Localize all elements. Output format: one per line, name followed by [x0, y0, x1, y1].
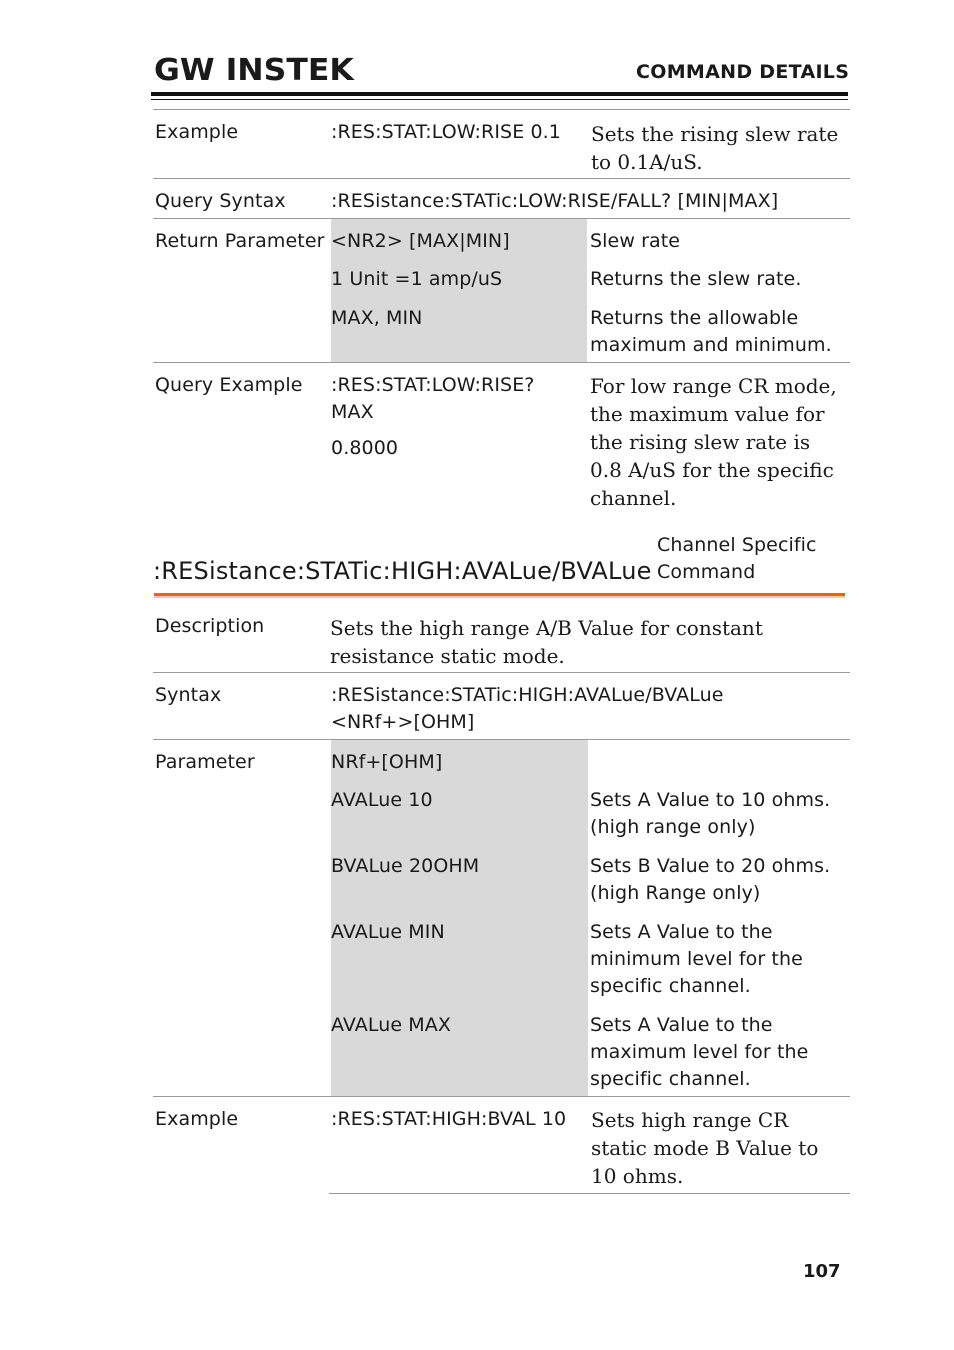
return-desc-1: Slew rate — [590, 230, 681, 252]
syntax-value: :RESistance:STATic:HIGH:AVALue/BVALue <NRf+>[OHM] — [331, 684, 724, 733]
return-value-3: MAX, MIN — [331, 307, 423, 329]
divider — [153, 178, 850, 179]
parameter-value-1: NRf+[OHM] — [331, 751, 443, 773]
row-label-query-syntax: Query Syntax — [155, 190, 286, 212]
parameter-value-4: AVALue MIN — [331, 921, 445, 943]
row-label-parameter: Parameter — [155, 751, 255, 773]
divider — [153, 109, 850, 110]
example-description: Sets the rising slew rate to 0.1A/uS. — [591, 122, 839, 174]
parameter-desc-3: Sets B Value to 20 ohms. (high Range only) — [590, 855, 831, 904]
parameter-value-2: AVALue 10 — [331, 789, 433, 811]
page-number: 107 — [803, 1261, 841, 1282]
parameter-value-5: AVALue MAX — [331, 1014, 451, 1036]
parameter-desc-4: Sets A Value to the minimum level for the specific channel. — [590, 921, 803, 997]
return-value-1: <NR2> [MAX|MIN] — [331, 230, 510, 252]
parameter-desc-2: Sets A Value to 10 ohms. (high range only) — [590, 789, 831, 838]
query-example-command: :RES:STAT:LOW:RISE? MAX — [331, 374, 535, 423]
query-syntax-value: :RESistance:STATic:LOW:RISE/FALL? [MIN|MAX] — [331, 190, 779, 212]
divider — [153, 672, 850, 673]
divider — [153, 1096, 850, 1097]
row-label-example: Example — [155, 121, 239, 143]
query-example-description: For low range CR mode, the maximum value for the rising slew rate is 0.8 A/uS for the specific channel. — [590, 374, 837, 510]
header-rule-thin — [151, 99, 848, 100]
return-desc-3: Returns the allowable maximum and minimum. — [590, 307, 832, 356]
row-label-description: Description — [155, 615, 265, 637]
example-command: :RES:STAT:LOW:RISE 0.1 — [331, 121, 561, 143]
accent-rule-shadow — [154, 596, 845, 598]
description-value: Sets the high range A/B Value for constant resistance static mode. — [330, 616, 763, 668]
example-2-description: Sets high range CR static mode B Value to 10 ohms. — [591, 1108, 819, 1188]
row-label-syntax: Syntax — [155, 684, 222, 706]
command-scope: Channel Specific Command — [657, 534, 817, 583]
return-desc-2: Returns the slew rate. — [590, 268, 802, 290]
row-label-example-2: Example — [155, 1108, 239, 1130]
row-label-query-example: Query Example — [155, 374, 303, 396]
section-title: COMMAND DETAILS — [636, 61, 850, 83]
row-label-return-parameter: Return Parameter — [155, 230, 325, 252]
parameter-value-3: BVALue 20OHM — [331, 855, 480, 877]
query-example-result: 0.8000 — [331, 437, 399, 459]
return-value-2: 1 Unit =1 amp/uS — [331, 268, 503, 290]
command-title: :RESistance:STATic:HIGH:AVALue/BVALue — [153, 557, 652, 585]
header-rule-thick — [151, 92, 848, 96]
gw-instek-logo: GW INSTEK — [154, 53, 354, 88]
parameter-desc-5: Sets A Value to the maximum level for the specific channel. — [590, 1014, 809, 1090]
divider — [153, 362, 850, 363]
example-2-command: :RES:STAT:HIGH:BVAL 10 — [331, 1108, 567, 1130]
divider — [329, 1193, 850, 1194]
